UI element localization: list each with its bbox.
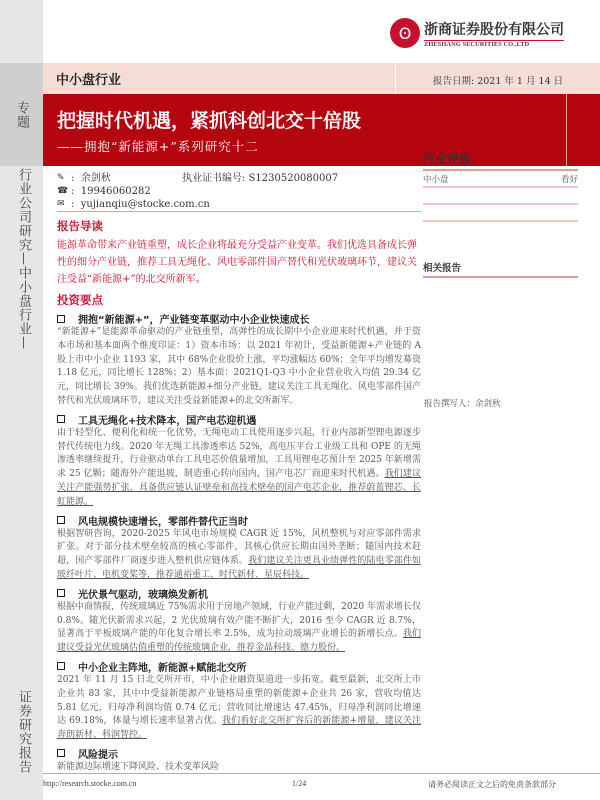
lead-text: 能源革命带来产业链重塑，成长企业将最充分受益产业变革。我们优选具备成长弹性的细分产业链，推荐工具无绳化、风电零部件国产替代和光伏玻璃环节，建议关注受益“新能源+”的北交所新军。 — [57, 240, 417, 285]
report-writer: 报告撰写人：余剑秋 — [424, 399, 501, 409]
point-body: 2021 年 11 月 15 日北交所开市，中小企业融资渠道进一步拓宽。截至最新，北交所上市企业共 83 家，其中中受益新能源产业链格局重塑的新能源+企业共 26 家，营收均值达 5.81 亿元，归母净利润均值 0.74 亿元；营收同比增速达 47.45%，归母净利润同比增速达 69.18%，体量与增长速率显著占优。我们看好北交所扩容后的新能源+增量，建议关注奔朗新材、科润智控。 — [57, 674, 421, 741]
recommendation-text: 我们建议受益光伏玻璃估值重塑的传统玻璃企业，推荐金晶科技、德力股份。 — [57, 629, 421, 654]
author-info: ✎ : 余剑秋 ☎ : 19946060282 ✉ : yujianqiu@stocke.com.cn 执业证书编号: S1230520080007 — [57, 173, 339, 210]
checkbox-bullet-icon — [57, 662, 65, 670]
divider — [395, 63, 396, 94]
recommendation-text: 我们建议关注更具业绩弹性的陆电零部件如玻纤叶片、电机变桨等，推荐通裕重工、时代新材、星辰科技。 — [57, 556, 421, 580]
left-sidebar — [0, 0, 43, 800]
author-phone: 19946060282 — [80, 186, 151, 197]
point-heading: 拥抱“新能源+”，产业链变革驱动中小企业快速成长 — [57, 311, 421, 326]
point-body: 根据智研咨询，2020-2025 年风电市场规模 CAGR 近 15%，风机整机与对应零部件需求扩张。对于部分技术壁垒较高的核心零部件，其核心供应长期由国外垄断；随国内技术赶超，国产零部件厂商逐步进入整机供应链体系。我们建议关注更具业绩弹性的陆电零部件如玻纤叶片、电机变桨等，推荐通裕重工、时代新材、星辰科技。 — [57, 528, 421, 580]
phone-icon: ☎ — [57, 186, 69, 196]
report-type-tag: 专题 — [0, 63, 43, 166]
point-body: 新能源边际增速下降风险、技术变革风险 — [57, 761, 220, 772]
point-heading: 风险提示 — [57, 746, 421, 761]
page-title: 把握时代机遇，紧抓科创北交十倍股 — [57, 110, 362, 132]
sidebar-vertical-category: 行业公司研究—中小盘行业— — [16, 168, 31, 350]
report-date: 报告日期: 2021 年 1 月 14 日 — [433, 76, 564, 87]
checkbox-bullet-icon — [57, 589, 65, 597]
author-email[interactable]: yujianqiu@stocke.com.cn — [80, 199, 210, 210]
category-label: 中小盘行业 — [56, 73, 122, 88]
logo-cn-name: 浙商证券股份有限公司 — [424, 19, 564, 41]
page-number: 1/24 — [292, 779, 307, 788]
point-heading: 光伏景气驱动，玻璃焕发新机 — [57, 586, 421, 601]
footer-url[interactable]: http://research.stocke.com.cn — [43, 779, 137, 788]
recommendation-text: 我们建议关注产能强势扩张，具备供应链认证壁垒和高技术壁垒的国产电芯企业，推荐蔚蓝锂芯、长虹能源。 — [57, 469, 421, 507]
point-heading: 中小企业主阵地，新能源+赋能北交所 — [57, 659, 421, 674]
point-body: 根据中商情报，传统玻璃近 75%需求用于房地产领域，行业产能过剩，2020 年需求增长仅 0.8%。随光伏新需求兴起，2 光伏玻璃有效产能不断扩大，2016 至今 CAGR 近 8.7%，显著高于平板玻璃产能的年化复合增长率 2.5%，成为拉动玻璃产业增长的新增长点。我们建议受益光伏玻璃估值重塑的传统玻璃企业，推荐金晶科技、德力股份。 — [57, 601, 421, 654]
divider — [57, 211, 421, 212]
logo-emblem-icon: Ꙩ — [390, 18, 420, 48]
right-column — [423, 150, 578, 278]
point-body: “新能源+”是能源革命驱动的产业链重塑，高弹性的成长期中小企业迎来时代机遇，并于资本市场和基本面两个维度印证：1）资本市场：以 2021 年初计，受益新能源+产业链的 A 股上市中小企业 1193 家，其中 68%企业股价上涨，平均涨幅达 60%；全年平均增发募资 1.18 亿元，同比增长 128%；2）基本面：2021Q1-Q3 中小企业营业收入均值 29.34 亿元，同比增长 39%。我们优选新能源+细分产业链，建议关注工具无绳化、风电零部件国产替代和光伏玻璃环节，建议关注受益新能源+的北交所新军。 — [57, 327, 421, 406]
license-number: 执业证书编号: S1230520080007 — [182, 173, 339, 184]
rating-heading: 行业评级 — [423, 150, 578, 171]
point-heading: 风电规模快速增长，零部件替代正当时 — [57, 513, 421, 528]
point-body: 由于轻型化、便利化和统一化优势，无绳电动工具使用逐步兴起，行业内部新型锂电源逐步替代传统电力线。2020 年无绳工具渗透率达 52%，高电压平台工业级工具和 OPE 的无绳渗透率继续提升，行业驱动单台工具电芯价值量增加，工具用锂电芯预计至 2025 年新增需求 25 亿颗；随海外产能退坡，制造重心转向国内，国产电芯厂商迎来时代机遇。我们建议关注产能强势扩张，具备供应链认证壁垒和高技术壁垒的国产电芯企业，推荐蔚蓝锂芯、长虹能源。 — [57, 427, 421, 507]
checkbox-bullet-icon — [57, 516, 65, 524]
recommendation-text: 我们看好北交所扩容后的新能源+增量，建议关注奔朗新材、科润智控。 — [57, 716, 421, 741]
company-logo — [390, 18, 564, 48]
main-content — [57, 215, 421, 775]
checkbox-bullet-icon — [57, 315, 65, 323]
email-icon: ✉ — [57, 199, 65, 209]
checkbox-bullet-icon — [57, 749, 65, 757]
rating-row: 中小盘 看好 — [423, 171, 578, 188]
divider — [423, 188, 578, 205]
related-reports-heading: 相关报告 — [423, 260, 578, 278]
lead-heading: 报告导读 — [57, 219, 103, 233]
footer-disclaimer: 请务必阅读正文之后的免责条款部分 — [428, 780, 556, 789]
category-band — [43, 63, 600, 94]
divider — [423, 205, 578, 222]
footer-divider — [43, 773, 600, 774]
author-name: 余剑秋 — [80, 173, 111, 184]
rating-value: 看好 — [560, 174, 578, 185]
point-heading: 工具无绳化+技术降本，国产电芯迎机遇 — [57, 412, 421, 427]
checkbox-bullet-icon — [57, 415, 65, 423]
sidebar-vertical-report: 证券研究报告 — [16, 690, 31, 774]
points-heading: 投资要点 — [57, 293, 103, 307]
pen-icon: ✎ — [57, 173, 65, 183]
logo-en-name: ZHESHANG SECURITIES CO.,LTD — [424, 40, 530, 48]
page-subtitle: ——拥抱“新能源+”系列研究十二 — [57, 139, 259, 154]
